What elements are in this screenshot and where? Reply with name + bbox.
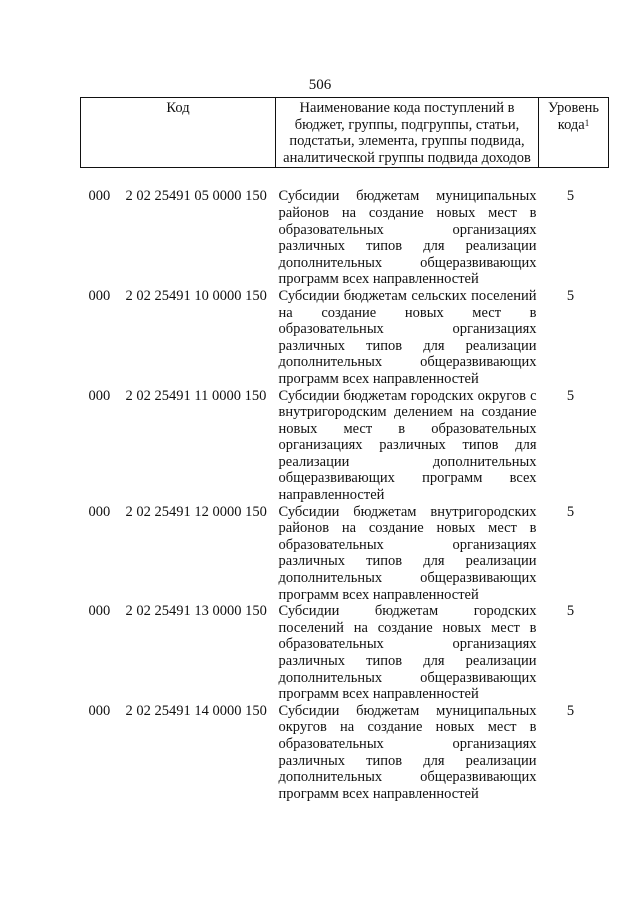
table-row (81, 703, 609, 803)
row-description: Субсидии бюджетам городских поселений на создание новых мест в образовательных организациях различных типов для реализации дополнительных общеразвивающих программ всех направленностей (278, 603, 537, 703)
row-level: 5 (566, 702, 575, 719)
row-income-code: 2 02 25491 05 0000 150 (125, 188, 267, 205)
header-spacer-row (81, 168, 609, 189)
row-admin-code: 000 (88, 387, 111, 404)
row-description: Субсидии бюджетам муниципальных районов на создание новых мест в образовательных организациях различных типов для реализации дополнительных общеразвивающих программ всех направленностей (278, 188, 537, 288)
row-level: 5 (566, 503, 575, 520)
table-header (81, 98, 609, 168)
row-description: Субсидии бюджетам внутригородских районов на создание новых мест в образовательных организациях различных типов для реализации дополнительных общеразвивающих программ всех направленностей (278, 503, 537, 603)
row-level: 5 (566, 387, 575, 404)
row-description: Субсидии бюджетам сельских поселений на создание новых мест в образовательных организациях различных типов для реализации дополнительных общеразвивающих программ всех направленностей (278, 287, 537, 387)
page-number: 506 (308, 77, 332, 93)
table-row (81, 288, 609, 388)
header-level-footnote: 1 (584, 117, 590, 128)
row-admin-code: 000 (88, 603, 111, 620)
header-level-label: Уровень кода (547, 100, 600, 133)
row-level: 5 (566, 603, 575, 620)
table-row (81, 388, 609, 504)
header-name-label: Наименование кода поступлений в бюджет, группы, подгруппы, статьи, подстатьи, элемента, группы подвида, аналитической группы подвида доходов (283, 100, 531, 166)
header-spacer-cell (81, 168, 609, 189)
row-admin-code: 000 (88, 503, 111, 520)
row-level: 5 (566, 188, 575, 205)
row-admin-code: 000 (88, 702, 111, 719)
row-admin-code: 000 (88, 287, 111, 304)
table-body (81, 168, 609, 802)
row-income-code: 2 02 25491 13 0000 150 (125, 603, 267, 620)
row-income-code: 2 02 25491 12 0000 150 (125, 503, 267, 520)
income-codes-table (80, 97, 609, 802)
row-description: Субсидии бюджетам муниципальных округов на создание новых мест в образовательных организациях различных типов для реализации дополнительных общеразвивающих программ всех направленностей (278, 702, 537, 802)
table-row (81, 603, 609, 703)
row-income-code: 2 02 25491 10 0000 150 (125, 287, 267, 304)
header-code-label: Код (166, 100, 190, 116)
row-level: 5 (566, 287, 575, 304)
header-name (276, 98, 539, 168)
row-description: Субсидии бюджетам городских округов с внутригородским делением на создание новых мест в образовательных организациях различных типов для реализации дополнительных общеразвивающих программ всех направленностей (278, 387, 537, 504)
table-row (81, 504, 609, 604)
header-code (81, 98, 276, 168)
row-income-code: 2 02 25491 11 0000 150 (125, 387, 267, 404)
table-header-row (81, 98, 609, 168)
row-admin-code: 000 (88, 188, 111, 205)
row-income-code: 2 02 25491 14 0000 150 (125, 702, 267, 719)
table-row (81, 188, 609, 288)
header-level (539, 98, 609, 168)
